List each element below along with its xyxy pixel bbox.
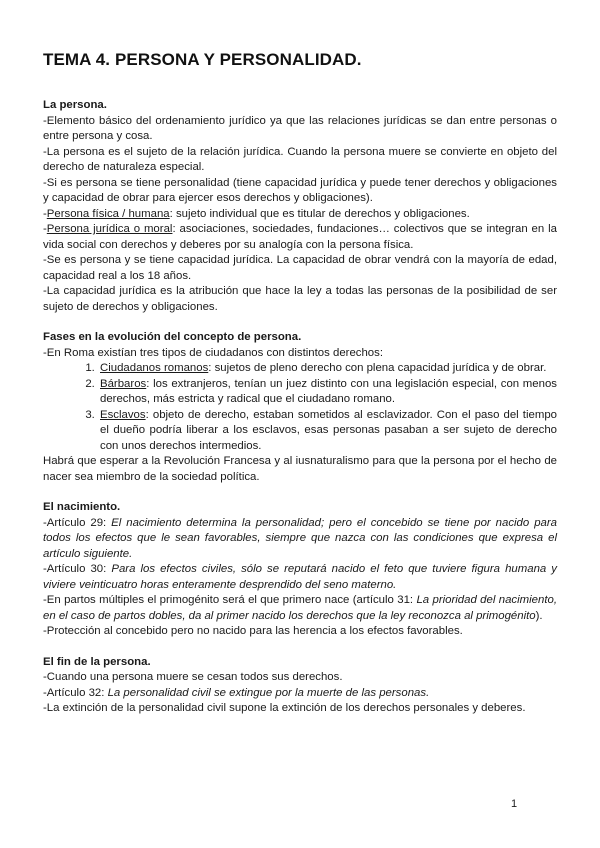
paragraph: -La persona es el sujeto de la relación jurídica. Cuando la persona muere se convierte en objeto del derecho de naturaleza especial. — [43, 145, 557, 173]
article-quote: La personalidad civil se extingue por la muerte de las personas. — [107, 686, 430, 699]
list-item-term: Bárbaros — [100, 377, 147, 390]
list-item-term: Ciudadanos romanos — [100, 362, 209, 374]
term-persona-juridica: Persona jurídica o moral — [46, 223, 173, 235]
list-item — [98, 408, 557, 455]
list-item-text: : objeto de derecho, estaban sometidos al esclavizador. Con el paso del tiempo el dueño podría liberar a los esclavos, esas personas pasaban a ser sujeto de derecho con unos derechos intermedios. — [100, 408, 557, 452]
article-quote: La prioridad del nacimiento, en el caso de partos dobles, da al primer nacido los derechos que la ley reconozca al primogénito — [43, 594, 557, 622]
article-tail: ). — [535, 609, 543, 622]
list-item-term: Esclavos — [100, 408, 146, 421]
paragraph: -Cuando una persona muere se cesan todos sus derechos. — [43, 671, 343, 683]
article-31 — [43, 593, 557, 624]
article-32 — [43, 686, 557, 702]
article-quote: El nacimiento determina la personalidad; pero el concebido se tiene por nacido para todos los efectos que le sean favorables, siempre que nazca con las condiciones que expresa el artículo siguiente. — [43, 516, 557, 560]
list-item — [98, 361, 557, 377]
paragraph: -Protección al concebido pero no nacido para las herencia a los efectos favorables. — [43, 625, 463, 637]
paragraph: -Si es persona se tiene personalidad (tiene capacidad jurídica y puede tener derechos y obligaciones y capacidad de obrar para ejercer esos derechos y obligaciones). — [43, 176, 557, 204]
article-label: -Artículo 29: — [43, 516, 112, 529]
article-label: -Artículo 32: — [43, 686, 108, 699]
paragraph: -La extinción de la personalidad civil supone la extinción de los derechos personales y deberes. — [43, 702, 526, 714]
list-item-text: : los extranjeros, tenían un juez distinto con una legislación especial, con menos derechos, más estricta y radical que el ciudadano romano. — [100, 377, 557, 405]
article-29 — [43, 516, 557, 563]
list-item-text: : sujetos de pleno derecho con plena capacidad jurídica y de obrar. — [208, 362, 547, 374]
paragraph: -En Roma existían tres tipos de ciudadanos con distintos derechos: — [43, 346, 384, 359]
paragraph: -Elemento básico del ordenamiento jurídico ya que las relaciones jurídicas se dan entre personas o entre persona y cosa. — [43, 114, 557, 142]
document-title: TEMA 4. PERSONA Y PERSONALIDAD. — [43, 50, 362, 69]
section-heading-nacimiento: El nacimiento. — [43, 501, 121, 513]
paragraph: Habrá que esperar a la Revolución Francesa y al iusnaturalismo para que la persona por el hecho de nacer sea miembro de la sociedad política. — [43, 455, 557, 483]
page-number: 1 — [511, 798, 518, 810]
paragraph: -Se es persona y se tiene capacidad jurídica. La capacidad de obrar vendrá con la mayoría de edad, capacidad real a los 18 años. — [43, 254, 557, 282]
section-heading-fases: Fases en la evolución del concepto de persona. — [43, 331, 302, 343]
term-persona-fisica: Persona física / humana — [46, 207, 170, 220]
citizen-types-list — [43, 361, 557, 454]
section-heading-fin: El fin de la persona. — [43, 655, 151, 668]
paragraph — [43, 207, 557, 223]
list-item — [98, 377, 557, 408]
section-heading-persona: La persona. — [43, 99, 107, 111]
paragraph: -La capacidad jurídica es la atribución que hace la ley a todas las personas de la posibilidad de ser sujeto de derechos y obligaciones. — [43, 285, 557, 313]
paragraph — [43, 222, 557, 253]
article-label: -Artículo 30: — [43, 563, 112, 575]
dash: - — [43, 207, 47, 220]
definition: : asociaciones, sociedades, fundaciones… colectivos que se integran en la vida social con derechos y deberes por su analogía con la persona física. — [43, 223, 557, 251]
dash: - — [43, 223, 47, 235]
definition: : sujeto individual que es titular de derechos y obligaciones. — [169, 207, 470, 220]
article-quote: Para los efectos civiles, sólo se reputará nacido el feto que tuviere figura humana y viviere veinticuatro horas enteramente desprendido del seno materno. — [43, 563, 557, 591]
article-30 — [43, 562, 557, 593]
article-lead: -En partos múltiples el primogénito será el que primero nace (artículo 31: — [43, 594, 417, 606]
document-body — [43, 98, 557, 717]
